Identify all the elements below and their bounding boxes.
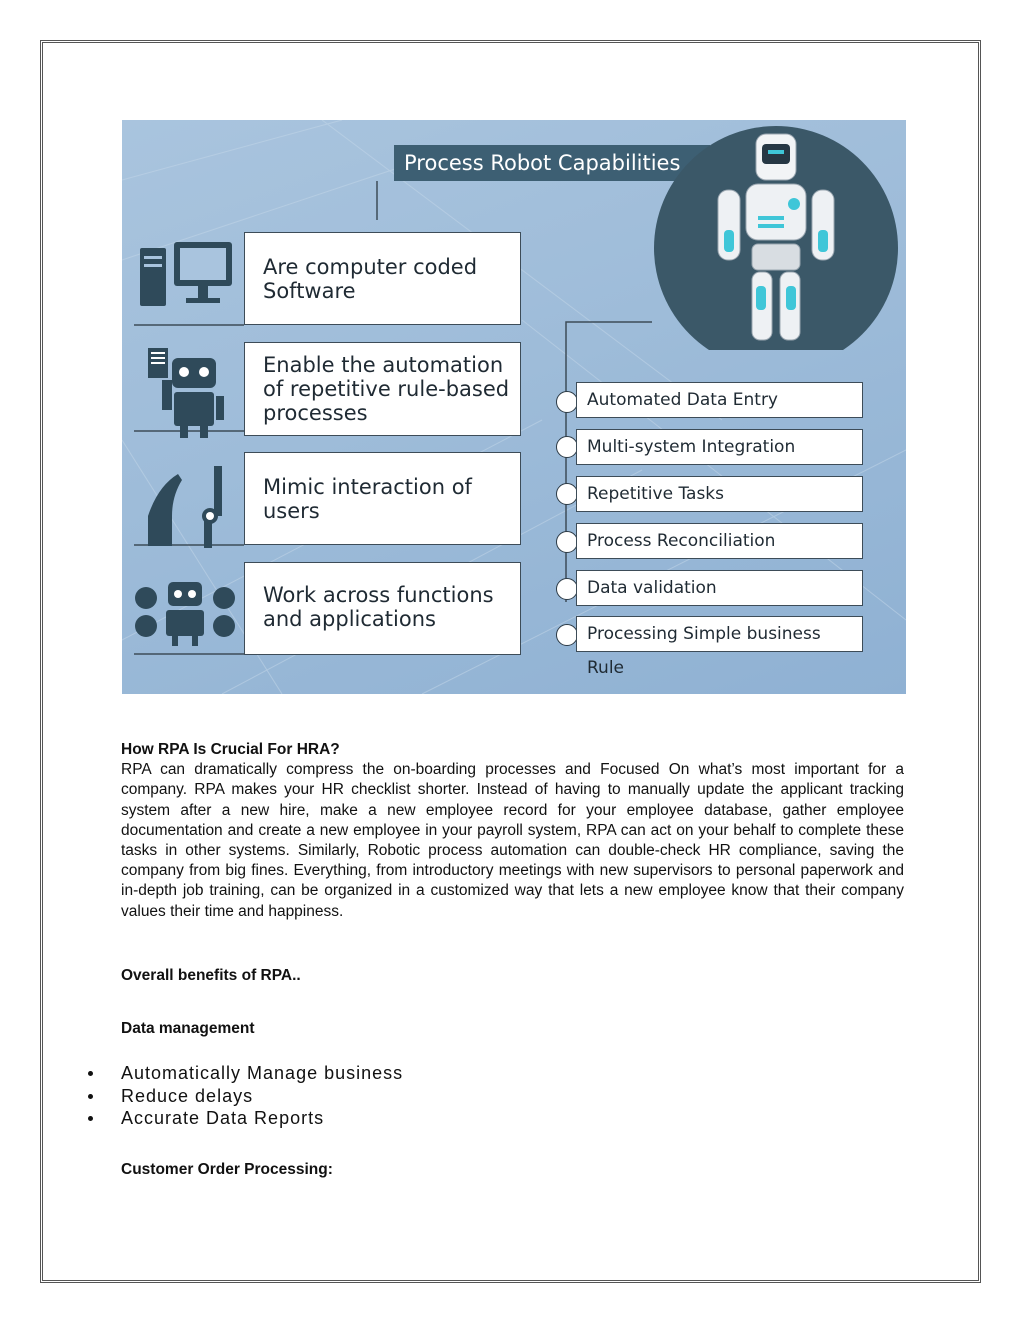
capability-box-software: Are computer coded Software <box>244 232 521 325</box>
article-body <box>121 740 904 1039</box>
feature-automated-data-entry: Automated Data Entry <box>576 382 863 418</box>
capability-box-mimic: Mimic interaction of users <box>244 452 521 545</box>
bullet-dot <box>88 1071 93 1076</box>
infographic-title: Process Robot Capabilities <box>394 145 710 181</box>
section-heading-benefits: Overall benefits of RPA.. <box>121 966 301 984</box>
bullet-dot <box>88 1094 93 1099</box>
feature-bullet <box>556 624 578 646</box>
robot-apps-icon <box>130 572 240 652</box>
list-item: Reduce delays <box>88 1085 403 1108</box>
feature-multi-system-integration: Multi-system Integration <box>576 429 863 465</box>
rpa-infographic <box>122 120 906 694</box>
paragraph-hra: RPA can dramatically compress the on-boarding processes and Focused On what’s most important for a company. RPA makes your HR checklist shorter. Instead of having to manually update the applicant tracking system after a new hire, make a new employee record for your employee database, gather employee documentation and create a new employee in your payroll system, RPA can act on your behalf to complete these tasks in other systems. Similarly, Robotic process automation can double-check HR compliance, saving the company from big fines. Everything, from introductory meetings with new supervisors to personal paperwork and in-depth job training, can be organized in a customized way that lets a new employee know that their company values their time and happiness. <box>121 761 904 920</box>
robot-illustration <box>652 120 900 350</box>
feature-repetitive-tasks: Repetitive Tasks <box>576 476 863 512</box>
bullet-dot <box>88 1116 93 1121</box>
feature-data-validation: Data validation <box>576 570 863 606</box>
feature-bullet <box>556 578 578 600</box>
benefits-list <box>88 1062 403 1130</box>
feature-processing-simple-business-rule: Processing Simple business Rule <box>576 616 863 652</box>
capability-box-automation: Enable the automation of repetitive rule-based processes <box>244 342 521 436</box>
list-item: Accurate Data Reports <box>88 1107 403 1130</box>
section-heading-hra: How RPA Is Crucial For HRA? <box>121 741 340 758</box>
section-heading-customer-order: Customer Order Processing: <box>121 1161 333 1178</box>
feature-process-reconciliation: Process Reconciliation <box>576 523 863 559</box>
robot-document-icon <box>144 340 244 440</box>
section-heading-data-management: Data management <box>121 1020 255 1038</box>
capability-box-work-across: Work across functions and applications <box>244 562 521 655</box>
computer-icon <box>136 238 236 318</box>
feature-bullet <box>556 531 578 553</box>
feature-bullet <box>556 483 578 505</box>
list-item: Automatically Manage business <box>88 1062 403 1085</box>
hand-robot-arm-icon <box>138 456 238 556</box>
feature-bullet <box>556 436 578 458</box>
feature-bullet <box>556 391 578 413</box>
